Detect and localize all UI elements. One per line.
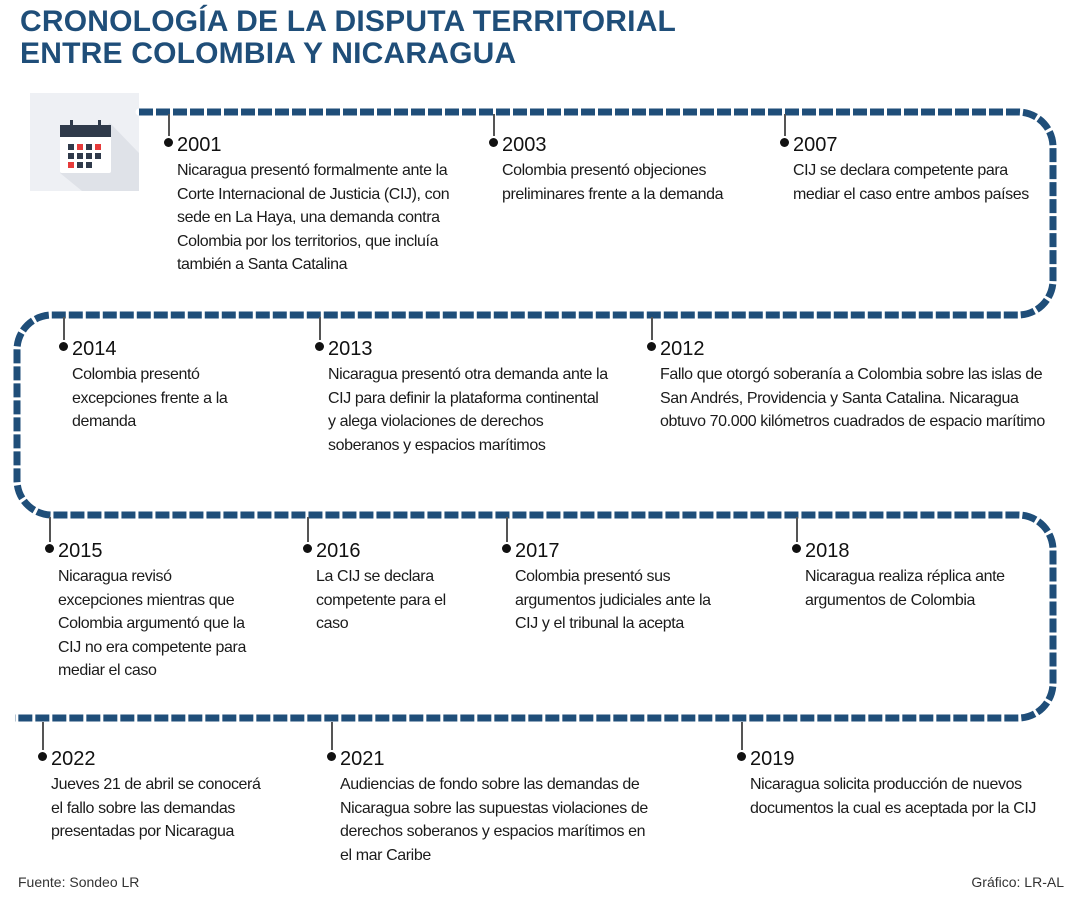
event-description: Colombia presentó objeciones preliminares frente a la demanda	[502, 162, 724, 203]
event-2014	[72, 338, 242, 434]
event-dot	[737, 752, 746, 761]
event-tick	[784, 114, 786, 136]
event-2015	[58, 540, 248, 683]
event-year: 2016	[316, 540, 361, 562]
event-tick	[506, 517, 508, 542]
event-description: Colombia presentó excepciones frente a la demanda	[72, 366, 228, 430]
event-dot	[489, 138, 498, 147]
event-year: 2012	[660, 338, 705, 360]
source-note: Fuente: Sondeo LR	[18, 874, 140, 890]
event-year: 2003	[502, 134, 547, 156]
credit-note: Gráfico: LR-AL	[971, 874, 1064, 890]
event-dot	[315, 342, 324, 351]
event-tick	[319, 317, 321, 340]
event-description: Nicaragua revisó excepciones mientras que Colombia argumentó que la CIJ no era competente para mediar el caso	[58, 568, 246, 679]
title-line-1: CRONOLOGÍA DE LA DISPUTA TERRITORIAL	[20, 5, 677, 38]
event-year: 2018	[805, 540, 850, 562]
event-dot	[45, 544, 54, 553]
event-dot	[792, 544, 801, 553]
event-dot	[647, 342, 656, 351]
event-description: Jueves 21 de abril se conocerá el fallo sobre las demandas presentadas por Nicaragua	[51, 776, 261, 840]
event-tick	[331, 722, 333, 750]
event-2001	[177, 134, 457, 277]
event-year: 2017	[515, 540, 560, 562]
event-tick	[307, 517, 309, 542]
event-2021	[340, 748, 660, 867]
event-year: 2013	[328, 338, 373, 360]
event-2016	[316, 540, 456, 636]
event-tick	[63, 317, 65, 340]
event-2019	[750, 748, 1060, 820]
event-year: 2015	[58, 540, 103, 562]
event-tick	[42, 722, 44, 750]
event-year: 2022	[51, 748, 96, 770]
event-tick	[49, 517, 51, 542]
event-description: Nicaragua solicita producción de nuevos documentos la cual es aceptada por la CIJ	[750, 776, 1036, 817]
event-dot	[780, 138, 789, 147]
event-2017	[515, 540, 735, 636]
event-2018	[805, 540, 1025, 612]
event-year: 2007	[793, 134, 838, 156]
event-description: Nicaragua realiza réplica ante argumentos de Colombia	[805, 568, 1005, 609]
event-year: 2001	[177, 134, 222, 156]
event-tick	[168, 114, 170, 136]
event-description: Nicaragua presentó otra demanda ante la CIJ para definir la plataforma continental y alega violaciones de derechos soberanos y espacios marítimos	[328, 366, 608, 454]
event-dot	[327, 752, 336, 761]
event-2022	[51, 748, 271, 844]
event-description: Colombia presentó sus argumentos judiciales ante la CIJ y el tribunal la acepta	[515, 568, 711, 632]
event-tick	[651, 317, 653, 340]
event-2013	[328, 338, 608, 457]
event-tick	[796, 517, 798, 542]
event-year: 2014	[72, 338, 117, 360]
event-tick	[493, 114, 495, 136]
event-dot	[303, 544, 312, 553]
event-description: Nicaragua presentó formalmente ante la Corte Internacional de Justicia (CIJ), con sede en La Haya, una demanda contra Colombia por los territorios, que incluía también a Santa Catalina	[177, 162, 450, 273]
event-year: 2021	[340, 748, 385, 770]
event-2003	[502, 134, 742, 206]
event-year: 2019	[750, 748, 795, 770]
event-dot	[164, 138, 173, 147]
event-description: CIJ se declara competente para mediar el caso entre ambos países	[793, 162, 1029, 203]
event-dot	[59, 342, 68, 351]
event-description: La CIJ se declara competente para el caso	[316, 568, 446, 632]
title-line-2: ENTRE COLOMBIA Y NICARAGUA	[20, 37, 517, 70]
event-tick	[741, 722, 743, 750]
event-description: Fallo que otorgó soberanía a Colombia sobre las islas de San Andrés, Providencia y Santa Catalina. Nicaragua obtuvo 70.000 kilómetros cuadrados de espacio marítimo	[660, 366, 1045, 430]
event-2012	[660, 338, 1060, 434]
event-dot	[502, 544, 511, 553]
event-2007	[793, 134, 1043, 206]
event-description: Audiencias de fondo sobre las demandas de Nicaragua sobre las supuestas violaciones de derechos soberanos y espacios marítimos en el mar Caribe	[340, 776, 648, 864]
event-dot	[38, 752, 47, 761]
